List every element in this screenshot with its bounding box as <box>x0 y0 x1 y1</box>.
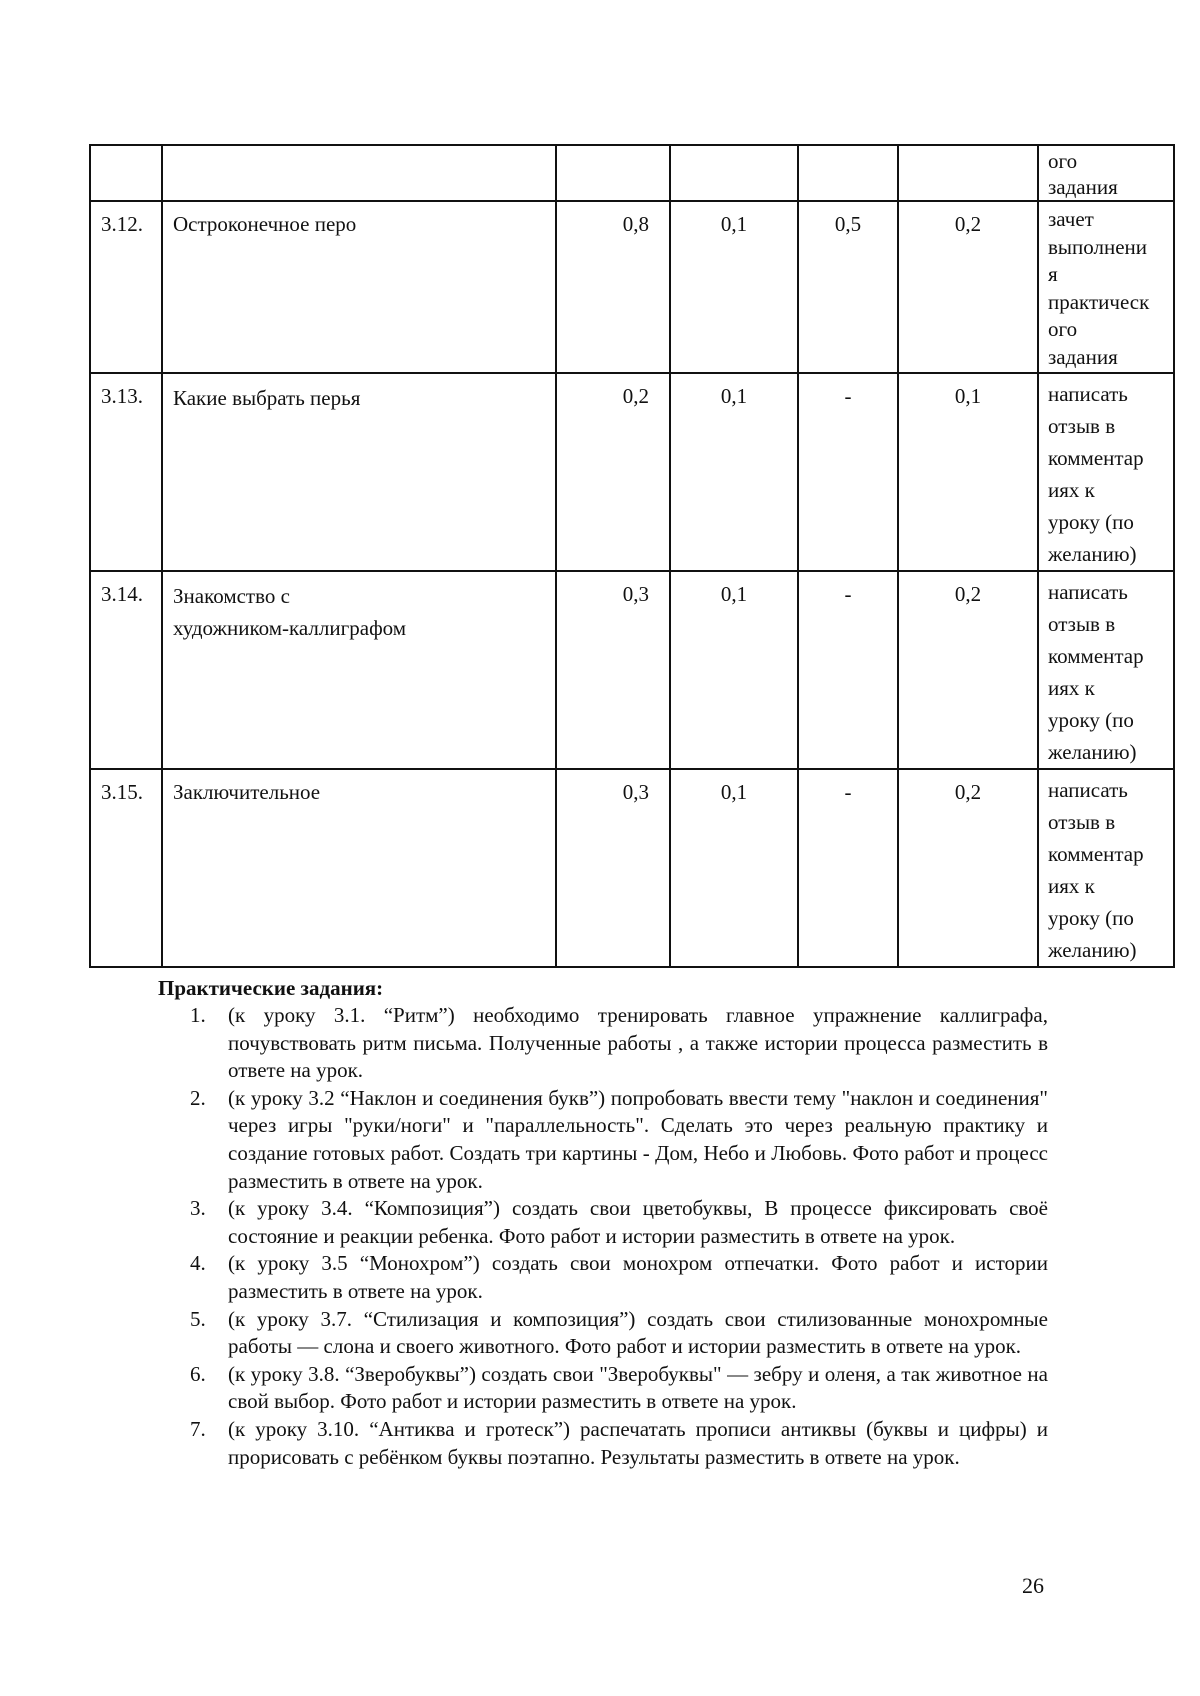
cell-theory-hours: 0,1 <box>670 769 798 967</box>
list-marker: 7. <box>190 1416 206 1441</box>
list-item <box>158 1306 1048 1361</box>
table-row <box>90 571 1174 769</box>
cell-number: 3.12. <box>90 201 162 373</box>
task-text: (к уроку 3.1. “Ритм”) необходимо тренировать главное упражнение каллиграфа, почувствовать ритм письма. Полученные работы , а также истории процесса разместить в ответе на урок. <box>228 1003 1048 1083</box>
cell-theory-hours: 0,1 <box>670 571 798 769</box>
cell-number: 3.13. <box>90 373 162 571</box>
cell-topic: Какие выбрать перья <box>162 373 556 571</box>
table-row <box>90 373 1174 571</box>
list-marker: 1. <box>190 1003 206 1027</box>
cell-self-study-hours <box>898 145 1038 201</box>
cell-control-form: зачет выполнени я практическ ого задания <box>1038 201 1174 373</box>
cell-total-hours: 0,8 <box>556 201 670 373</box>
cell-total-hours: 0,3 <box>556 571 670 769</box>
task-text: (к уроку 3.8. “Зверобуквы”) создать свои "Зверобуквы" — зебру и оленя, а так животное на свой выбор. Фото работ и истории разместить в ответе на урок. <box>228 1361 1048 1414</box>
cell-self-study-hours: 0,1 <box>898 373 1038 571</box>
cell-self-study-hours: 0,2 <box>898 571 1038 769</box>
task-list <box>158 1002 1048 1471</box>
cell-topic: Знакомство с художником-каллиграфом <box>162 571 556 769</box>
cell-practice-hours <box>798 145 898 201</box>
cell-topic: Остроконечное перо <box>162 201 556 373</box>
list-item <box>158 1416 1048 1471</box>
cell-total-hours: 0,3 <box>556 769 670 967</box>
cell-control-form: написать отзыв в комментар иях к уроку (по желанию) <box>1038 571 1174 769</box>
table-row <box>90 769 1174 967</box>
list-item <box>158 1361 1048 1416</box>
cell-self-study-hours: 0,2 <box>898 201 1038 373</box>
task-text: (к уроку 3.10. “Антиква и гротеск”) распечатать прописи антиквы (буквы и цифры) и прорисовать с ребёнком буквы поэтапно. Результаты разместить в ответе на урок. <box>228 1416 1048 1469</box>
curriculum-table <box>89 144 1175 968</box>
cell-number: 3.14. <box>90 571 162 769</box>
cell-practice-hours: - <box>798 571 898 769</box>
cell-control-form: написать отзыв в комментар иях к уроку (по желанию) <box>1038 769 1174 967</box>
list-item <box>158 1250 1048 1305</box>
cell-practice-hours: - <box>798 373 898 571</box>
cell-control-form: ого задания <box>1038 145 1174 201</box>
cell-total-hours <box>556 145 670 201</box>
cell-self-study-hours: 0,2 <box>898 769 1038 967</box>
cell-number: 3.15. <box>90 769 162 967</box>
cell-control-form: написать отзыв в комментар иях к уроку (по желанию) <box>1038 373 1174 571</box>
table-row <box>90 201 1174 373</box>
list-marker: 2. <box>190 1085 206 1110</box>
table-row <box>90 145 1174 201</box>
cell-number <box>90 145 162 201</box>
task-text: (к уроку 3.7. “Стилизация и композиция”) создать свои стилизованные монохромные работы — слона и своего животного. Фото работ и истории разместить в ответе на урок. <box>228 1306 1048 1359</box>
cell-theory-hours: 0,1 <box>670 373 798 571</box>
cell-theory-hours <box>670 145 798 201</box>
list-item <box>158 1085 1048 1195</box>
task-text: (к уроку 3.2 “Наклон и соединения букв”) попробовать ввести тему "наклон и соединения" через игры "руки/ноги" и "параллельность". Сделать это через реальную практику и создание готовых работ. Создать три картины - Дом, Небо и Любовь. Фото работ и процесс разместить в ответе на урок. <box>228 1085 1048 1193</box>
list-marker: 3. <box>190 1196 206 1221</box>
practical-tasks-section <box>158 975 1048 1471</box>
list-marker: 4. <box>190 1251 206 1276</box>
cell-total-hours: 0,2 <box>556 373 670 571</box>
task-text: (к уроку 3.4. “Композиция”) создать свои цветобуквы, В процессе фиксировать своё состояние и реакции ребенка. Фото работ и истории разместить в ответе на урок. <box>228 1196 1048 1248</box>
list-marker: 6. <box>190 1361 206 1386</box>
list-item <box>158 1195 1048 1250</box>
cell-topic <box>162 145 556 201</box>
cell-theory-hours: 0,1 <box>670 201 798 373</box>
cell-practice-hours: - <box>798 769 898 967</box>
section-heading: Практические задания: <box>158 976 384 1000</box>
list-marker: 5. <box>190 1306 206 1331</box>
page-number: 26 <box>1022 1573 1044 1598</box>
cell-topic: Заключительное <box>162 769 556 967</box>
list-item <box>158 1002 1048 1085</box>
cell-practice-hours: 0,5 <box>798 201 898 373</box>
task-text: (к уроку 3.5 “Монохром”) создать свои монохром отпечатки. Фото работ и истории разместить в ответе на урок. <box>228 1251 1048 1303</box>
